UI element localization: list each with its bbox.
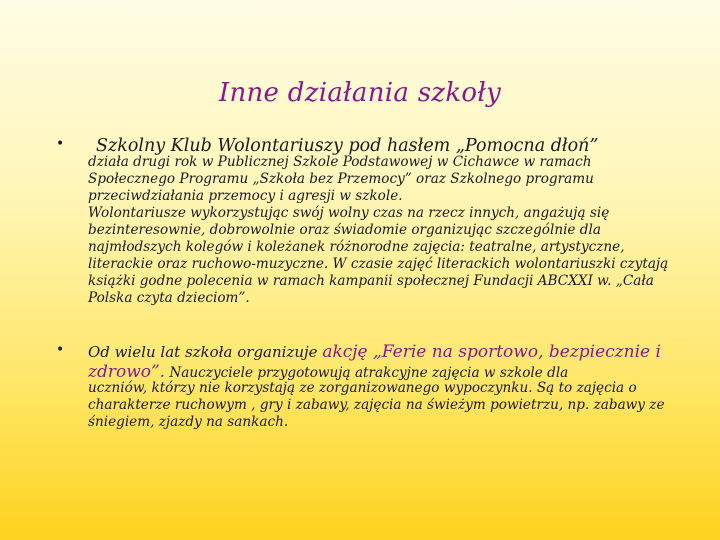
bullet-marker: • <box>56 136 65 152</box>
bullet-body <box>88 154 673 307</box>
bullet-marker: • <box>56 342 65 358</box>
paragraph-volunteers: Wolontariusze wykorzystując swój wolny czas na rzecz innych, angażują się bezinteresownie, dobrowolnie oraz świadomie organizując szczególnie dla najmłodszych kolegów i koleżanek różnorodne zajęcia: teatralne, artystyczne, literackie oraz ruchowo-muzyczne. W czasie zajęć literackich wolontariuszki czytają książki godne polecenia w ramach kampanii społecznej Fundacji ABCXXI w. „Cała Polska czyta dzieciom”. <box>88 205 669 306</box>
highlight-campaign: akcję „Ferie na sportowo, bezpiecznie i zdrowo”. <box>88 342 661 382</box>
lead-tail: Nauczyciele przygotowują atrakcyjne zajęcia w szkole dla <box>165 365 569 381</box>
bullet-lead-line <box>88 342 678 383</box>
paragraph-program: działa drugi rok w Publicznej Szkole Podstawowej w Cichawce w ramach Społecznego Programu „Szkoła bez Przemocy” oraz Szkolnego programu przeciwdziałania przemocy i agresji w szkole. <box>88 154 594 204</box>
bullet-heading: Szkolny Klub Wolontariuszy pod hasłem „Pomocna dłoń” <box>96 136 599 156</box>
slide-title: Inne działania szkoły <box>218 78 502 108</box>
bullet-body: uczniów, którzy nie korzystają ze zorganizowanego wypoczynku. Są to zajęcia o charakterze ruchowym , gry i zabawy, zajęcia na świeżym powietrzu, np. zabawy ze śniegiem, zjazdy na sankach. <box>88 380 665 430</box>
lead-intro: Od wielu lat szkoła organizuje <box>88 343 323 361</box>
